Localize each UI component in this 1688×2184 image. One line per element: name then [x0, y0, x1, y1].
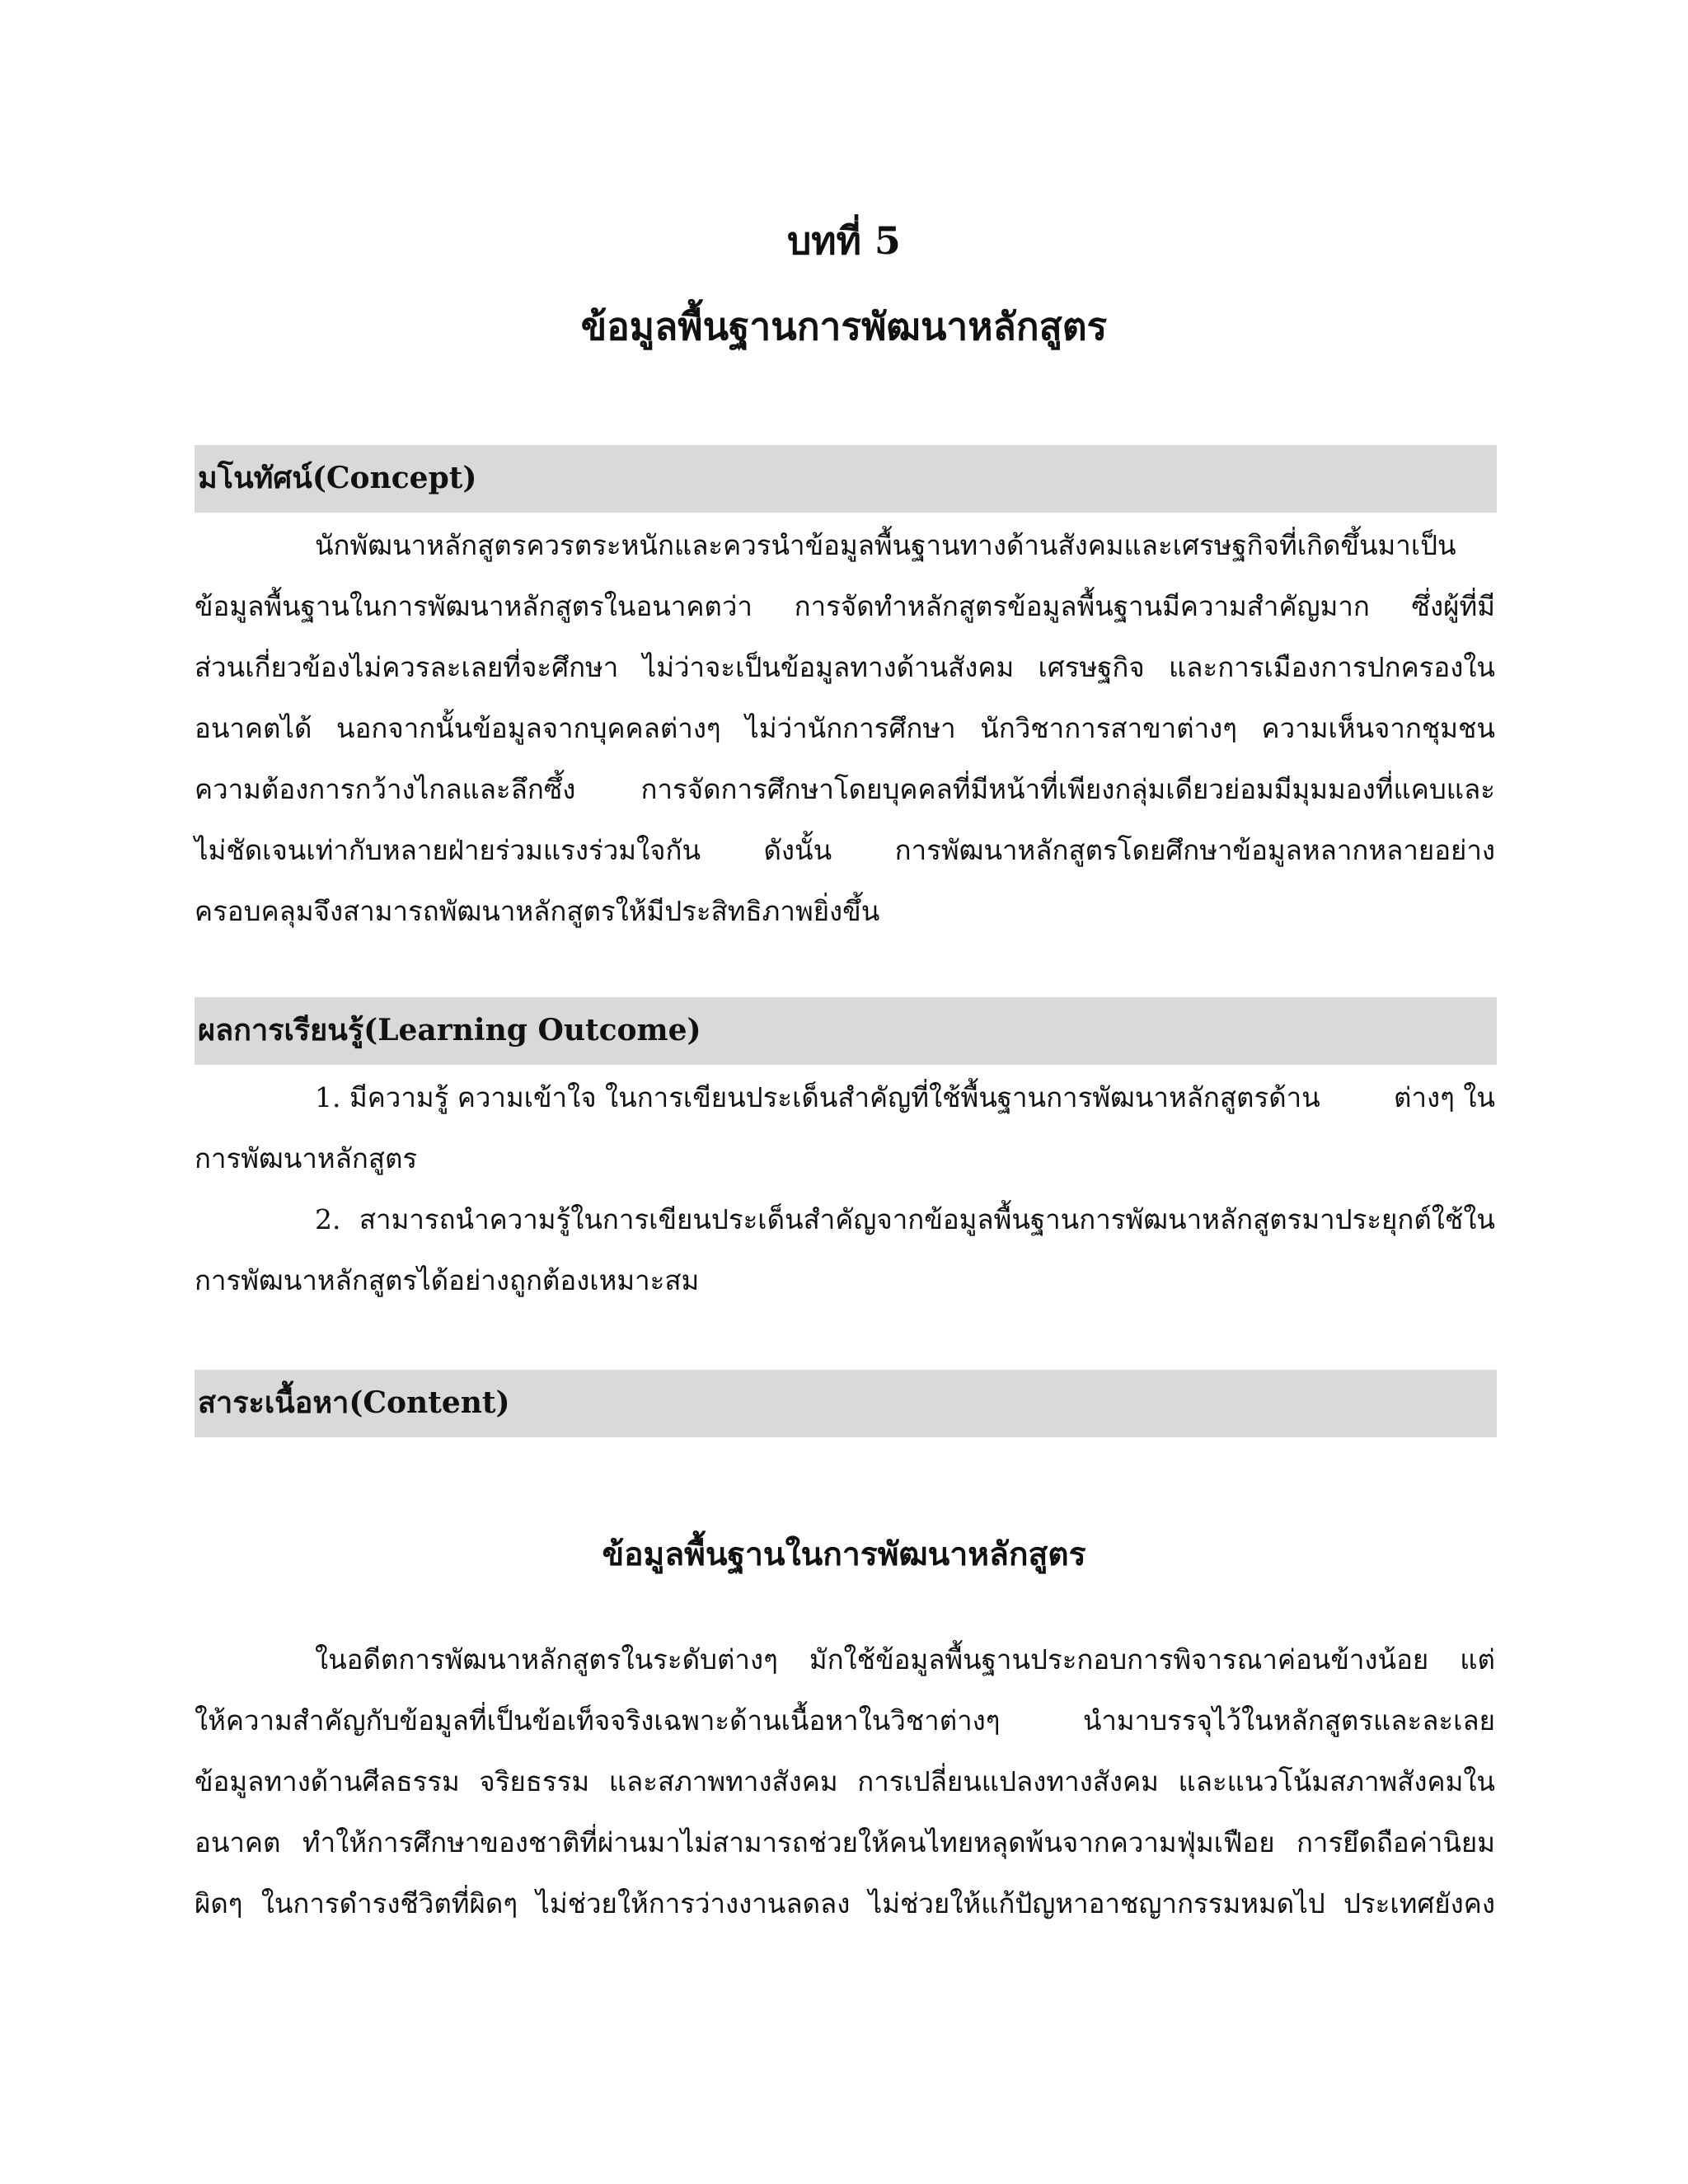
outcome-heading: ผลการเรียนรู้(Learning Outcome) [198, 1013, 701, 1047]
content-line-3: ข้อมูลทางด้านศีลธรรม จริยธรรม และสภาพทางสังคม การเปลี่ยนแปลงทางสังคม และแนวโน้มสภาพสังคมใน [195, 1765, 1495, 1797]
concept-line-5: ความต้องการกว้างไกลและลึกซึ้ง การจัดการศึกษาโดยบุคคลที่มีหน้าที่เพียงกลุ่มเดียวย่อมมีมุมมองที่แคบและ [195, 773, 1495, 805]
outcome-item-1-line-1-end: ต่างๆ ใน [1394, 1081, 1495, 1113]
outcome-item-1-line-2: การพัฒนาหลักสูตร [195, 1142, 418, 1174]
content-line-1: ในอดีตการพัฒนาหลักสูตรในระดับต่างๆ มักใช้ข้อมูลพื้นฐานประกอบการพิจารณาค่อนข้างน้อย แต่ [315, 1643, 1495, 1675]
concept-line-2: ข้อมูลพื้นฐานในการพัฒนาหลักสูตรในอนาคตว่า การจัดทำหลักสูตรข้อมูลพื้นฐานมีความสำคัญมาก ซึ่งผู้ที่มี [195, 590, 1495, 622]
outcome-item-2-line-1: 2. สามารถนำความรู้ในการเขียนประเด็นสำคัญจากข้อมูลพื้นฐานการพัฒนาหลักสูตรมาประยุกต์ใช้ใน [315, 1203, 1495, 1235]
content-heading-bar [195, 1370, 1497, 1437]
chapter-number: บทที่ 5 [787, 218, 901, 263]
concept-heading-bar [195, 445, 1497, 513]
content-line-2: ให้ความสำคัญกับข้อมูลที่เป็นข้อเท็จจริงเฉพาะด้านเนื้อหาในวิชาต่างๆ นำมาบรรจุไว้ในหลักสูตรและละเลย [195, 1704, 1495, 1736]
concept-line-7: ครอบคลุมจึงสามารถพัฒนาหลักสูตรให้มีประสิทธิภาพยิ่งขึ้น [195, 895, 880, 927]
outcome-item-2-line-2: การพัฒนาหลักสูตรได้อย่างถูกต้องเหมาะสม [195, 1264, 700, 1296]
chapter-title: ข้อมูลพื้นฐานการพัฒนาหลักสูตร [580, 304, 1108, 349]
outcome-heading-bar [195, 997, 1497, 1065]
content-line-4: อนาคต ทำให้การศึกษาของชาติที่ผ่านมาไม่สามารถช่วยให้คนไทยหลุดพ้นจากความฟุ่มเฟือย การยึดถือค่านิยม [195, 1826, 1495, 1858]
content-line-5: ผิดๆ ในการดำรงชีวิตที่ผิดๆ ไม่ช่วยให้การว่างงานลดลง ไม่ช่วยให้แก้ปัญหาอาชญากรรมหมดไป ประเทศยังคง [195, 1887, 1495, 1919]
concept-heading: มโนทัศน์(Concept) [198, 461, 477, 495]
concept-line-6: ไม่ชัดเจนเท่ากับหลายฝ่ายร่วมแรงร่วมใจกัน ดังนั้น การพัฒนาหลักสูตรโดยศึกษาข้อมูลหลากหลายอย่าง [195, 834, 1495, 866]
outcome-item-1-line-1: 1. มีความรู้ ความเข้าใจ ในการเขียนประเด็นสำคัญที่ใช้พื้นฐานการพัฒนาหลักสูตรด้าน [315, 1081, 1320, 1113]
content-heading: สาระเนื้อหา(Content) [198, 1385, 510, 1420]
content-subtitle: ข้อมูลพื้นฐานในการพัฒนาหลักสูตร [602, 1535, 1086, 1573]
concept-line-1: นักพัฒนาหลักสูตรควรตระหนักและควรนำข้อมูลพื้นฐานทางด้านสังคมและเศรษฐกิจที่เกิดขึ้นมาเป็น [315, 529, 1456, 561]
concept-line-4: อนาคตได้ นอกจากนั้นข้อมูลจากบุคคลต่างๆ ไม่ว่านักการศึกษา นักวิชาการสาขาต่างๆ ความเห็นจากชุมชน [195, 712, 1495, 744]
concept-line-3: ส่วนเกี่ยวข้องไม่ควรละเลยที่จะศึกษา ไม่ว่าจะเป็นข้อมูลทางด้านสังคม เศรษฐกิจ และการเมืองการปกครองใน [195, 651, 1495, 683]
